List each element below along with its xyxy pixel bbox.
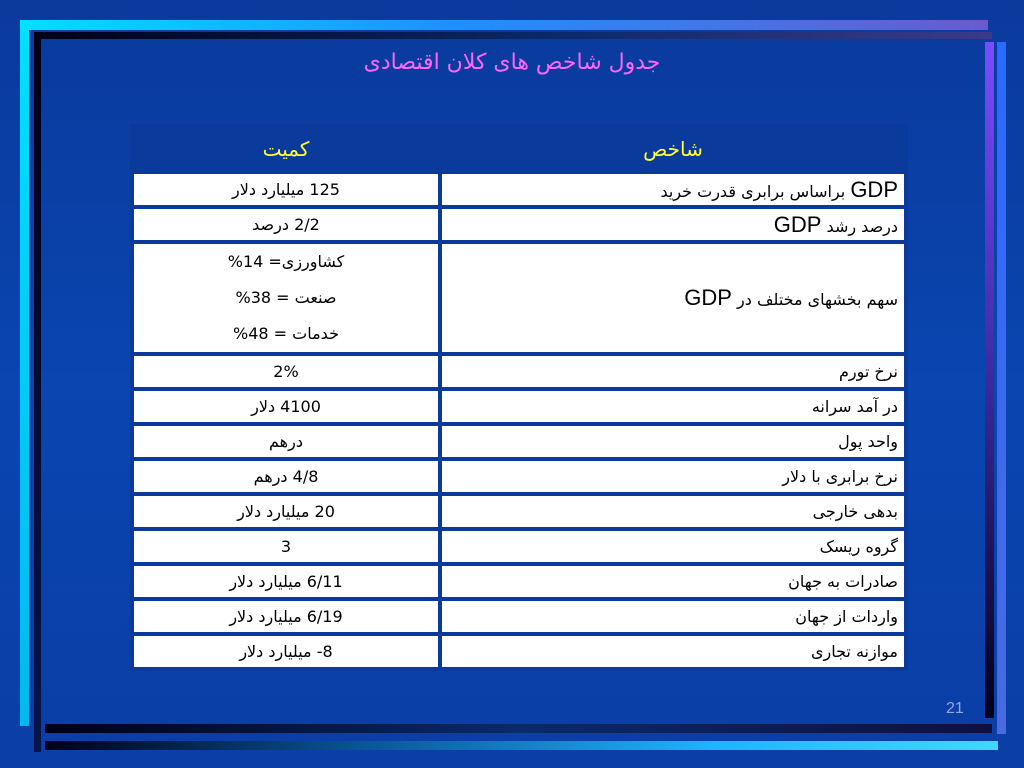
frame-bar-right-inner — [985, 42, 994, 718]
indicator-cell — [442, 209, 904, 240]
table-row — [134, 174, 904, 205]
table-row — [134, 426, 904, 457]
indicator-cell — [442, 244, 904, 352]
frame-bar-bottom-outer — [45, 741, 998, 750]
frame-bar-top-outer — [20, 20, 988, 30]
indicator-cell: واردات از جهان — [442, 601, 904, 632]
quantity-cell: 125 میلیارد دلار — [134, 174, 438, 205]
table-row — [134, 531, 904, 562]
quantity-cell: 8- میلیارد دلار — [134, 636, 438, 667]
table-row — [134, 636, 904, 667]
indicator-text: براساس برابری قدرت خرید — [660, 181, 846, 201]
gdp-label: GDP — [684, 285, 732, 310]
sector-share-agriculture: کشاورزی= 14% — [227, 252, 345, 271]
table-row — [134, 461, 904, 492]
frame-bar-bottom-inner — [45, 724, 992, 733]
indicator-text: درصد رشد — [826, 216, 898, 236]
quantity-cell: 4100 دلار — [134, 391, 438, 422]
table-row — [134, 496, 904, 527]
indicator-cell: گروه ریسک — [442, 531, 904, 562]
table-row — [134, 601, 904, 632]
frame-bar-top-inner — [34, 32, 992, 39]
slide-title: جدول شاخص های کلان اقتصادی — [363, 50, 661, 75]
gdp-label: GDP — [850, 176, 898, 202]
indicator-cell: نرخ برابری با دلار — [442, 461, 904, 492]
indicator-cell: در آمد سرانه — [442, 391, 904, 422]
quantity-cell: 3 — [134, 531, 438, 562]
quantity-cell: 2% — [134, 356, 438, 387]
table-row — [134, 566, 904, 597]
indicator-cell: واحد پول — [442, 426, 904, 457]
table-header-row — [134, 128, 904, 170]
table-row — [134, 209, 904, 240]
quantity-cell — [134, 244, 438, 352]
indicator-cell — [442, 174, 904, 205]
indicator-cell: صادرات به جهان — [442, 566, 904, 597]
quantity-cell: 4/8 درهم — [134, 461, 438, 492]
indicator-cell: بدهی خارجی — [442, 496, 904, 527]
sector-share-industry: صنعت = 38% — [235, 288, 337, 307]
frame-bar-right-outer — [997, 42, 1006, 734]
quantity-cell: 2/2 درصد — [134, 209, 438, 240]
indicator-text: سهم بخشهای مختلف در — [737, 290, 898, 309]
macro-indicators-table — [130, 124, 908, 671]
page-number: 21 — [946, 700, 964, 717]
sector-share-services: خدمات = 48% — [233, 324, 339, 343]
gdp-label: GDP — [773, 211, 822, 237]
table-row — [134, 244, 904, 352]
frame-bar-left-outer — [20, 20, 29, 726]
indicator-cell: موازنه تجاری — [442, 636, 904, 667]
quantity-cell: 6/19 میلیارد دلار — [134, 601, 438, 632]
header-quantity: کمیت — [134, 128, 438, 170]
table-row — [134, 356, 904, 387]
quantity-cell: 6/11 میلیارد دلار — [134, 566, 438, 597]
table-row — [134, 391, 904, 422]
header-indicator: شاخص — [442, 128, 904, 170]
frame-bar-left-inner — [34, 32, 41, 752]
quantity-cell: درهم — [134, 426, 438, 457]
quantity-cell: 20 میلیارد دلار — [134, 496, 438, 527]
indicator-cell: نرخ تورم — [442, 356, 904, 387]
